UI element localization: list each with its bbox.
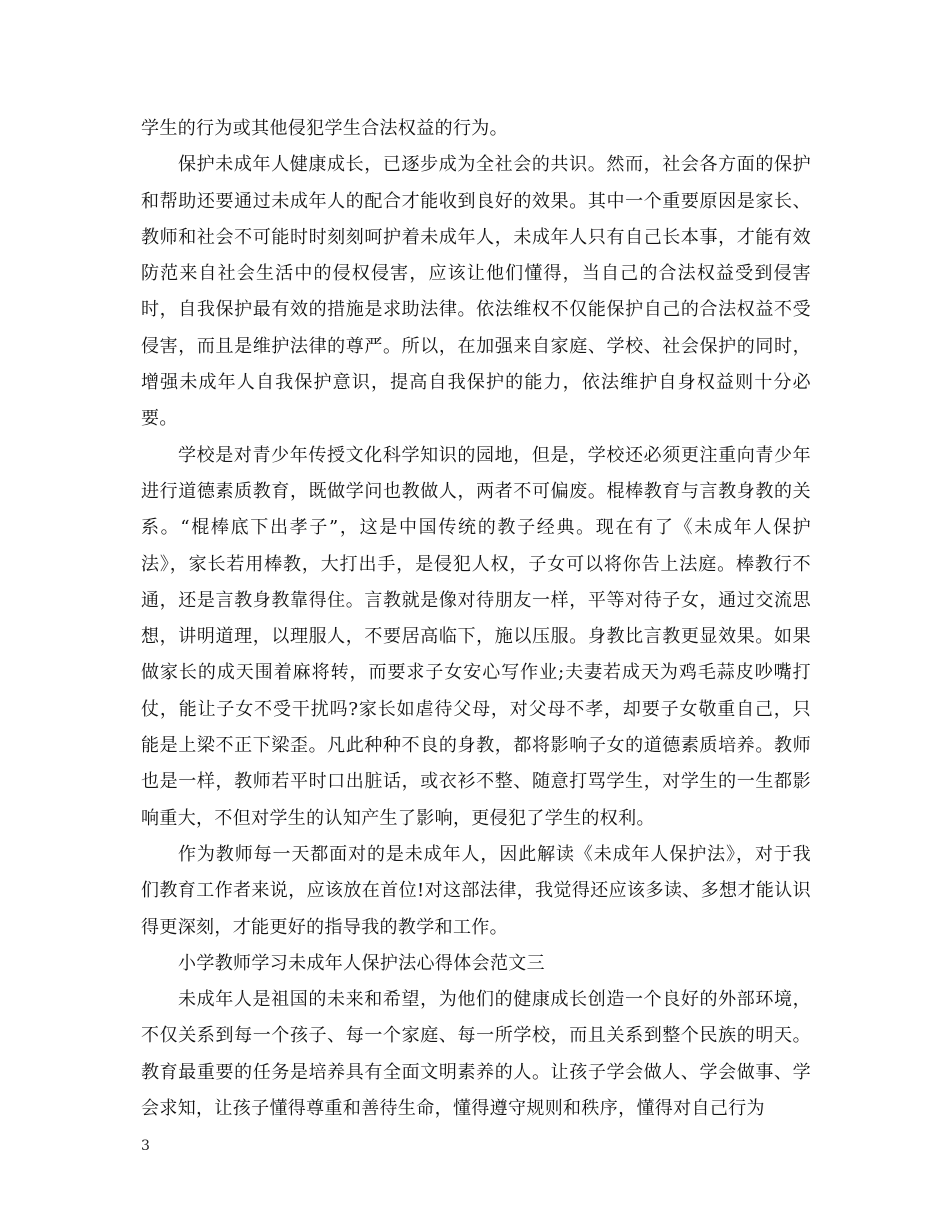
page-number: 3 — [141, 1138, 150, 1154]
document-body — [141, 111, 811, 1127]
section-heading: 小学教师学习未成年人保护法心得体会范文三 — [178, 952, 545, 974]
paragraph-2: 保护未成年人健康成长，已逐步成为全社会的共识。然而，社会各方面的保护和帮助还要通过未成年人的配合才能收到良好的效果。其中一个重要原因是家长、教师和社会不可能时时刻刻呵护着未成年人，未成年人只有自己长本事，才能有效防范来自社会生活中的侵权侵害，应该让他们懂得，当自己的合法权益受到侵害时，自我保护最有效的措施是求助法律。依法维权不仅能保护自己的合法权益不受侵害，而且是维护法律的尊严。所以，在加强来自家庭、学校、社会保护的同时，增强未成年人自我保护意识，提高自我保护的能力，依法维护自身权益则十分必要。 — [141, 154, 811, 430]
paragraph-4: 作为教师每一天都面对的是未成年人，因此解读《未成年人保护法》，对于我们教育工作者来说，应该放在首位!对这部法律，我觉得还应该多读、多想才能认识得更深刻，才能更好的指导我的教学和工作。 — [141, 843, 811, 938]
paragraph-5: 未成年人是祖国的未来和希望，为他们的健康成长创造一个良好的外部环境，不仅关系到每一个孩子、每一个家庭、每一所学校，而且关系到整个民族的明天。教育最重要的任务是培养具有全面文明素养的人。让孩子学会做人、学会做事、学会求知，让孩子懂得尊重和善待生命，懂得遵守规则和秩序，懂得对自己行为 — [141, 989, 811, 1120]
paragraph-3: 学校是对青少年传授文化科学知识的园地，但是，学校还必须更注重向青少年进行道德素质教育，既做学问也教做人，两者不可偏废。棍棒教育与言教身教的关系。“棍棒底下出孝子”，这是中国传统的教子经典。现在有了《未成年人保护法》，家长若用棒教，大打出手，是侵犯人权，子女可以将你告上法庭。棒教行不通，还是言教身教靠得住。言教就是像对待朋友一样，平等对待子女，通过交流思想，讲明道理，以理服人，不要居高临下，施以压服。身教比言教更显效果。如果做家长的成天围着麻将转，而要求子女安心写作业;夫妻若成天为鸡毛蒜皮吵嘴打仗，能让子女不受干扰吗?家长如虐待父母，对父母不孝，却要子女敬重自己，只能是上梁不正下梁歪。凡此种种不良的身教，都将影响子女的道德素质培养。教师也是一样，教师若平时口出脏话，或衣衫不整、随意打骂学生，对学生的一生都影响重大，不但对学生的认知产生了影响，更侵犯了学生的权利。 — [141, 444, 811, 829]
paragraph-1: 学生的行为或其他侵犯学生合法权益的行为。 — [141, 118, 508, 139]
